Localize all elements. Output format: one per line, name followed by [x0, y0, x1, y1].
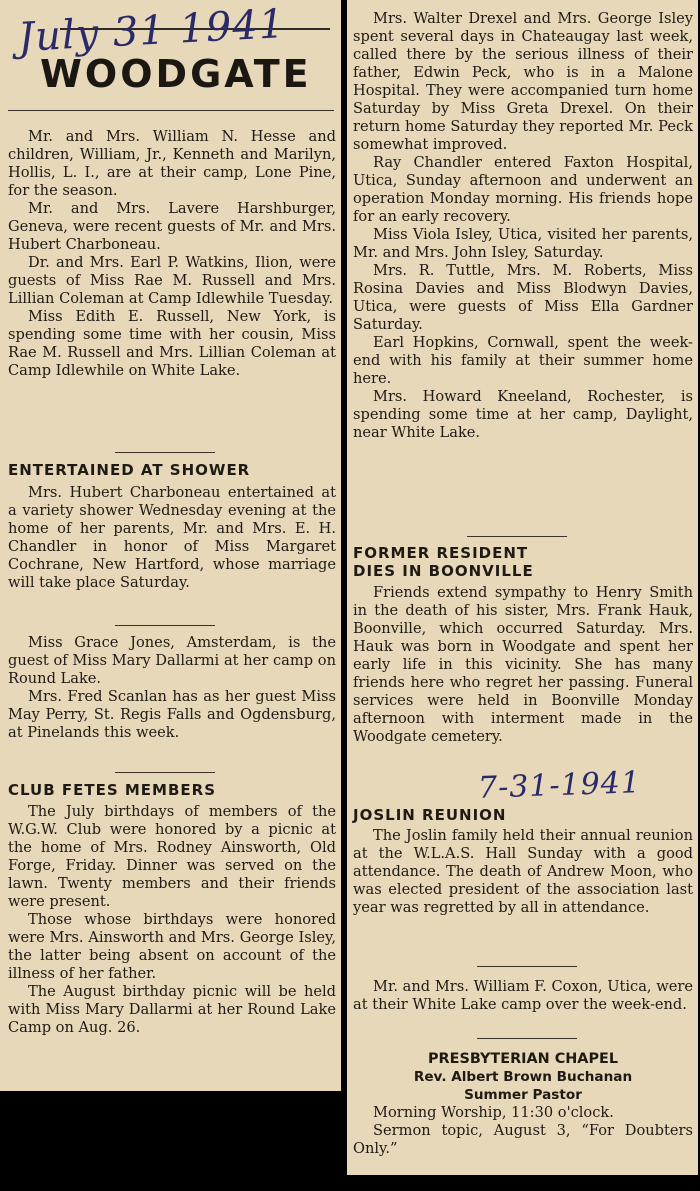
paragraph: Ray Chandler entered Faxton Hospital, Utica, Sunday afternoon and underwent an operation Monday morning. His friends hope for an early recovery.	[353, 154, 693, 225]
paragraph: Mrs. Walter Drexel and Mrs. George Isley spent several days in Chateaugay last week, called there by the serious illness of their father, Edwin Peck, who is in a Malone Hospital. They were accompanied turn home Saturday by Miss Greta Drexel. On their return home Saturday they reported Mr. Peck somewhat improved.	[353, 10, 693, 153]
section-heading: ENTERTAINED AT SHOWER	[8, 461, 251, 479]
news-section	[353, 10, 693, 442]
section-heading: DIES IN BOONVILLE	[353, 562, 534, 580]
paragraph: Mr. and Mrs. William N. Hesse and children, William, Jr., Kenneth and Marilyn, Hollis, L. I., are at their camp, Lone Pine, for the season.	[8, 128, 336, 199]
chapel-heading: PRESBYTERIAN CHAPEL	[428, 1051, 618, 1067]
left-clipping	[0, 0, 341, 1091]
former-resident-section	[353, 544, 693, 746]
paragraph: Mr. and Mrs. William F. Coxon, Utica, were at their White Lake camp over the week-end.	[353, 978, 693, 1013]
paragraph: Those whose birthdays were honored were Mrs. Ainsworth and Mrs. George Isley, the latter being absent on account of the illness of her father.	[8, 911, 336, 982]
divider	[467, 536, 567, 537]
coxon-section	[353, 978, 693, 1014]
divider	[115, 625, 215, 626]
paragraph: The Joslin family held their annual reunion at the W.L.A.S. Hall Sunday with a good attendance. The death of Andrew Moon, who was elected president of the association last year was regretted by all in attendance.	[353, 827, 693, 916]
joslin-section	[353, 806, 693, 917]
club-section	[8, 781, 336, 1037]
paragraph: Friends extend sympathy to Henry Smith in the death of his sister, Mrs. Frank Hauk, Boonville, which occurred Saturday. Mrs. Hauk was born in Woodgate and spent her early life in this vicinity. She has many friends here who regret her passing. Funeral services were held in Boonville Monday afternoon with interment made in the Woodgate cemetery.	[353, 584, 693, 745]
section-heading: CLUB FETES MEMBERS	[8, 781, 216, 799]
paragraph: Miss Viola Isley, Utica, visited her parents, Mr. and Mrs. John Isley, Saturday.	[353, 226, 693, 261]
section-heading: JOSLIN REUNION	[353, 806, 507, 824]
section-heading: FORMER RESIDENT	[353, 544, 529, 562]
divider	[115, 772, 215, 773]
chapel-role: Summer Pastor	[464, 1087, 582, 1103]
paragraph: Mrs. Howard Kneeland, Rochester, is spending some time at her camp, Daylight, near White Lake.	[353, 388, 693, 441]
masthead: WOODGATE	[40, 52, 312, 96]
masthead-rule	[8, 110, 334, 111]
chapel-section	[353, 1050, 693, 1158]
chapel-worship: Morning Worship, 11:30 o'clock.	[373, 1104, 614, 1121]
handwritten-date-note: 7-31-1941	[477, 765, 642, 806]
divider	[477, 1038, 577, 1039]
paragraph: Mrs. R. Tuttle, Mrs. M. Roberts, Miss Rosina Davies and Miss Blodwyn Davies, Utica, were guests of Miss Ella Gardner Saturday.	[353, 262, 693, 333]
right-clipping	[347, 0, 698, 1175]
chapel-sermon: Sermon topic, August 3, “For Doubters Only.”	[353, 1122, 693, 1157]
divider	[477, 966, 577, 967]
paragraph: Mrs. Hubert Charboneau entertained at a variety shower Wednesday evening at the home of her parents, Mr. and Mrs. E. H. Chandler in honor of Miss Margaret Cochrane, New Hartford, whose marriage will take place Saturday.	[8, 484, 336, 591]
paragraph: Miss Grace Jones, Amsterdam, is the guest of Miss Mary Dallarmi at her camp on Round Lake.	[8, 634, 336, 687]
paragraph: Mrs. Fred Scanlan has as her guest Miss May Perry, St. Regis Falls and Ogdensburg, at Pinelands this week.	[8, 688, 336, 741]
paragraph: Miss Edith E. Russell, New York, is spending some time with her cousin, Miss Rae M. Russell and Mrs. Lillian Coleman at Camp Idlewhile on White Lake.	[8, 308, 336, 379]
paragraph: Earl Hopkins, Cornwall, spent the week-end with his family at their summer home here.	[353, 334, 693, 387]
handwritten-date: July 31 1941	[16, 1, 287, 61]
paragraph: Mr. and Mrs. Lavere Harshburger, Geneva, were recent guests of Mr. and Mrs. Hubert Charboneau.	[8, 200, 336, 253]
divider	[115, 452, 215, 453]
paragraph: The July birthdays of members of the W.G.W. Club were honored by a picnic at the home of Mrs. Rodney Ainsworth, Old Forge, Friday. Dinner was served on the lawn. Twenty members and their friends were present.	[8, 803, 336, 910]
paragraph: Dr. and Mrs. Earl P. Watkins, Ilion, were guests of Miss Rae M. Russell and Mrs. Lillian Coleman at Camp Idlewhile Tuesday.	[8, 254, 336, 307]
shower-section	[8, 461, 336, 592]
guests-section	[8, 634, 336, 742]
paragraph: The August birthday picnic will be held with Miss Mary Dallarmi at her Round Lake Camp on Aug. 26.	[8, 983, 336, 1036]
intro-section	[8, 128, 336, 380]
chapel-pastor: Rev. Albert Brown Buchanan	[413, 1069, 633, 1085]
